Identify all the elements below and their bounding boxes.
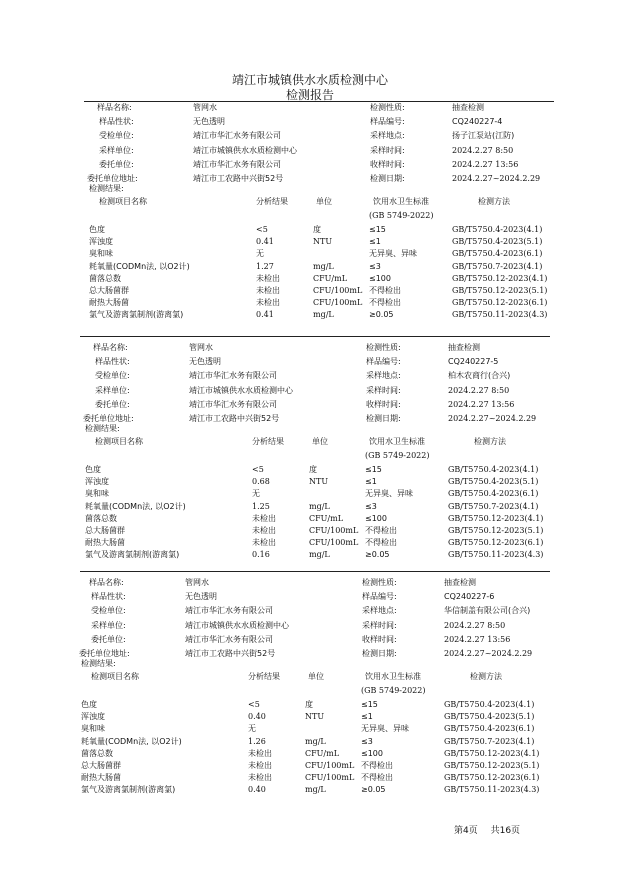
info-value: CQ240227-6 <box>444 592 495 602</box>
row-result: 未检出 <box>252 526 276 535</box>
column-header: 单位 <box>316 197 332 206</box>
row-item: 耐热大肠菌 <box>89 298 129 308</box>
column-header: 分析结果 <box>252 437 284 446</box>
row-result: 无 <box>252 489 260 499</box>
row-result: <5 <box>248 700 260 709</box>
row-result: 0.40 <box>248 712 266 722</box>
row-result: 未检出 <box>248 748 272 758</box>
info-label: 检测日期: <box>370 174 405 183</box>
row-standard: ≤15 <box>365 465 382 474</box>
info-value: 2024.2.27~2024.2.29 <box>452 174 541 183</box>
info-label: 委托单位地址: <box>83 414 134 423</box>
row-method: GB/T5750.11-2023(4.3) <box>452 310 548 320</box>
row-standard: ≤1 <box>361 712 373 722</box>
row-result: <5 <box>252 465 264 474</box>
info-value: CQ240227-5 <box>448 357 499 367</box>
row-item: 色度 <box>81 700 97 709</box>
info-value: 2024.2.27 13:56 <box>448 399 515 409</box>
column-header: 检测项目名称 <box>99 197 147 206</box>
info-label: 检测性质: <box>362 578 397 587</box>
row-item: 耐热大肠菌 <box>85 538 125 548</box>
row-item: 总大肠菌群 <box>89 286 129 295</box>
column-header: 检测方法 <box>474 437 506 446</box>
row-item: 耗氧量(CODMn法, 以O2计) <box>89 261 190 271</box>
row-unit: CFU/100mL <box>305 761 355 770</box>
info-label: 受检单位: <box>91 606 126 616</box>
column-header: 检测方法 <box>478 197 510 206</box>
info-label: 采样地点: <box>362 606 397 616</box>
row-standard: ≤100 <box>369 273 391 283</box>
info-value: 靖江市工农路中兴街52号 <box>185 649 276 658</box>
info-value: 扬子江泵站(江防) <box>452 131 515 141</box>
row-item: 氯气及游离氯制剂(游离氯) <box>85 550 180 560</box>
info-label: 样品名称: <box>93 343 128 352</box>
info-label: 样品名称: <box>89 578 124 587</box>
row-unit: 度 <box>313 225 321 234</box>
info-label: 采样时间: <box>366 385 401 395</box>
row-unit: mg/L <box>305 785 326 795</box>
row-method: GB/T5750.12-2023(6.1) <box>444 773 540 783</box>
row-item: 浑浊度 <box>85 477 109 487</box>
info-value: 靖江市华汇水务有限公司 <box>185 606 273 616</box>
row-item: 总大肠菌群 <box>85 526 125 535</box>
row-unit: mg/L <box>313 310 334 320</box>
info-label: 采样地点: <box>366 371 401 381</box>
row-standard: 无异臭、异味 <box>365 489 413 499</box>
results-label: 检测结果: <box>89 184 124 193</box>
row-item: 臭和味 <box>81 724 105 734</box>
results-label: 检测结果: <box>85 424 120 433</box>
row-result: 未检出 <box>256 273 280 283</box>
column-header: 检测项目名称 <box>91 672 139 681</box>
info-label: 样品编号: <box>362 592 397 602</box>
info-value: 靖江市华汇水务有限公司 <box>193 131 281 141</box>
row-method: GB/T5750.7-2023(4.1) <box>444 736 535 746</box>
row-item: 耗氧量(CODMn法, 以O2计) <box>85 501 186 511</box>
info-value: 抽查检测 <box>452 103 484 112</box>
row-unit: CFU/mL <box>309 513 344 523</box>
row-result: 未检出 <box>256 298 280 308</box>
info-value: 2024.2.27 13:56 <box>452 159 519 169</box>
info-label: 采样地点: <box>370 131 405 141</box>
info-value: 靖江市城镇供水水质检测中心 <box>185 620 289 630</box>
row-standard: ≤1 <box>369 237 381 247</box>
info-value: 2024.2.27~2024.2.29 <box>448 414 537 423</box>
row-result: <5 <box>256 225 268 234</box>
row-unit: 度 <box>309 465 317 474</box>
column-header: 检测方法 <box>470 672 502 681</box>
report-title: 检测报告 <box>285 88 334 102</box>
column-header: 饮用水卫生标准 <box>369 437 425 446</box>
row-standard: ≤3 <box>365 501 377 511</box>
info-label: 采样单位: <box>99 145 134 155</box>
info-label: 样品名称: <box>97 103 132 112</box>
row-result: 无 <box>256 249 264 259</box>
row-method: GB/T5750.4-2023(5.1) <box>448 477 539 487</box>
info-value: 靖江市华汇水务有限公司 <box>189 371 277 381</box>
row-result: 0.68 <box>252 477 270 487</box>
row-item: 浑浊度 <box>89 237 113 247</box>
row-item: 菌落总数 <box>89 273 121 283</box>
block-separator <box>80 336 550 337</box>
page-footer <box>454 823 530 836</box>
row-unit: NTU <box>305 712 325 722</box>
row-unit: 度 <box>305 700 313 709</box>
row-result: 0.40 <box>248 785 266 795</box>
header-rule <box>84 101 554 102</box>
row-result: 未检出 <box>252 538 276 548</box>
block-separator <box>80 571 550 572</box>
row-method: GB/T5750.7-2023(4.1) <box>452 261 543 271</box>
info-label: 样品编号: <box>370 117 405 127</box>
info-label: 检测性质: <box>366 343 401 352</box>
row-unit: CFU/100mL <box>313 286 363 295</box>
row-method: GB/T5750.12-2023(6.1) <box>452 298 548 308</box>
row-standard: ≥0.05 <box>361 785 386 795</box>
column-header: (GB 5749-2022) <box>361 686 426 695</box>
info-value: 靖江市华汇水务有限公司 <box>193 159 281 169</box>
info-label: 采样单位: <box>91 620 126 630</box>
row-unit: CFU/mL <box>313 273 348 283</box>
info-value: 无色透明 <box>193 117 225 127</box>
row-method: GB/T5750.11-2023(4.3) <box>448 550 544 560</box>
info-value: 靖江市工农路中兴街52号 <box>189 414 280 423</box>
row-method: GB/T5750.12-2023(5.1) <box>448 526 544 535</box>
info-label: 委托单位地址: <box>79 649 130 658</box>
row-item: 耗氧量(CODMn法, 以O2计) <box>81 736 182 746</box>
row-method: GB/T5750.4-2023(5.1) <box>444 712 535 722</box>
row-item: 臭和味 <box>89 249 113 259</box>
info-label: 受检单位: <box>99 131 134 141</box>
row-standard: ≤1 <box>365 477 377 487</box>
row-method: GB/T5750.12-2023(5.1) <box>452 286 548 295</box>
row-standard: 不得检出 <box>369 298 401 308</box>
info-value: 柏木农商行(合兴) <box>448 371 511 381</box>
row-unit: mg/L <box>305 736 326 746</box>
row-result: 0.41 <box>256 310 274 320</box>
column-header: 检测项目名称 <box>95 437 143 446</box>
row-standard: ≥0.05 <box>369 310 394 320</box>
row-standard: 不得检出 <box>365 526 397 535</box>
row-method: GB/T5750.7-2023(4.1) <box>448 501 539 511</box>
info-label: 样品编号: <box>366 357 401 367</box>
row-result: 1.25 <box>252 501 270 511</box>
row-result: 无 <box>248 724 256 734</box>
info-value: 靖江市工农路中兴街52号 <box>193 174 284 183</box>
info-value: 无色透明 <box>185 592 217 602</box>
row-unit: CFU/100mL <box>313 298 363 308</box>
info-value: 靖江市城镇供水水质检测中心 <box>193 145 297 155</box>
column-header: 饮用水卫生标准 <box>373 197 429 206</box>
row-method: GB/T5750.11-2023(4.3) <box>444 785 540 795</box>
info-label: 样品性状: <box>99 117 134 127</box>
row-standard: 不得检出 <box>365 538 397 548</box>
info-value: 无色透明 <box>189 357 221 367</box>
info-value: 靖江市华汇水务有限公司 <box>189 399 277 409</box>
row-result: 未检出 <box>252 513 276 523</box>
row-standard: 不得检出 <box>361 761 393 770</box>
row-item: 总大肠菌群 <box>81 761 121 770</box>
row-standard: 不得检出 <box>369 286 401 295</box>
row-result: 1.27 <box>256 261 274 271</box>
row-method: GB/T5750.12-2023(4.1) <box>448 513 544 523</box>
info-label: 采样单位: <box>95 385 130 395</box>
row-item: 氯气及游离氯制剂(游离氯) <box>89 310 184 320</box>
info-label: 收样时间: <box>362 634 397 644</box>
row-method: GB/T5750.4-2023(6.1) <box>444 724 535 734</box>
row-unit: CFU/100mL <box>309 538 359 548</box>
row-unit: NTU <box>309 477 329 487</box>
row-unit: mg/L <box>313 261 334 271</box>
info-label: 委托单位: <box>91 634 126 644</box>
row-result: 1.26 <box>248 736 266 746</box>
column-header: (GB 5749-2022) <box>369 211 434 220</box>
row-method: GB/T5750.4-2023(4.1) <box>452 225 543 234</box>
row-method: GB/T5750.4-2023(4.1) <box>444 700 535 709</box>
row-item: 菌落总数 <box>81 748 113 758</box>
info-value: 抽查检测 <box>448 343 480 352</box>
info-label: 委托单位: <box>95 399 130 409</box>
column-header: (GB 5749-2022) <box>365 451 430 460</box>
column-header: 饮用水卫生标准 <box>365 672 421 681</box>
row-standard: ≤100 <box>365 513 387 523</box>
column-header: 分析结果 <box>256 197 288 206</box>
row-standard: ≤3 <box>369 261 381 271</box>
info-label: 收样时间: <box>366 399 401 409</box>
row-standard: 不得检出 <box>361 773 393 783</box>
row-result: 0.41 <box>256 237 274 247</box>
row-method: GB/T5750.12-2023(6.1) <box>448 538 544 548</box>
info-label: 检测日期: <box>362 649 397 658</box>
row-item: 菌落总数 <box>85 513 117 523</box>
info-value: 2024.2.27~2024.2.29 <box>444 649 533 658</box>
info-value: 靖江市城镇供水水质检测中心 <box>189 385 293 395</box>
column-header: 单位 <box>312 437 328 446</box>
column-header: 分析结果 <box>248 672 280 681</box>
info-value: CQ240227-4 <box>452 117 503 127</box>
page-total: 共16页 <box>490 826 521 836</box>
row-method: GB/T5750.4-2023(5.1) <box>452 237 543 247</box>
row-standard: 无异臭、异味 <box>361 724 409 734</box>
info-value: 2024.2.27 8:50 <box>452 145 514 155</box>
page-number: 第4页 <box>454 826 478 836</box>
row-unit: CFU/100mL <box>305 773 355 783</box>
row-result: 未检出 <box>256 286 280 295</box>
row-standard: ≤100 <box>361 748 383 758</box>
row-unit: CFU/mL <box>305 748 340 758</box>
row-unit: CFU/100mL <box>309 526 359 535</box>
info-label: 采样时间: <box>370 145 405 155</box>
info-value: 2024.2.27 8:50 <box>444 620 506 630</box>
row-method: GB/T5750.4-2023(4.1) <box>448 465 539 474</box>
info-label: 检测日期: <box>366 414 401 423</box>
row-method: GB/T5750.12-2023(4.1) <box>452 273 548 283</box>
info-value: 华信制盖有限公司(合兴) <box>444 606 531 616</box>
row-standard: ≥0.05 <box>365 550 390 560</box>
org-title: 靖江市城镇供水水质检测中心 <box>231 73 388 87</box>
row-item: 色度 <box>89 225 105 234</box>
info-value: 靖江市华汇水务有限公司 <box>185 634 273 644</box>
row-item: 臭和味 <box>85 489 109 499</box>
row-method: GB/T5750.4-2023(6.1) <box>452 249 543 259</box>
row-item: 耐热大肠菌 <box>81 773 121 783</box>
row-standard: ≤15 <box>369 225 386 234</box>
results-label: 检测结果: <box>81 659 116 668</box>
row-item: 氯气及游离氯制剂(游离氯) <box>81 785 176 795</box>
info-label: 检测性质: <box>370 103 405 112</box>
info-label: 样品性状: <box>95 357 130 367</box>
info-value: 2024.2.27 8:50 <box>448 385 510 395</box>
info-label: 采样时间: <box>362 620 397 630</box>
row-method: GB/T5750.12-2023(5.1) <box>444 761 540 770</box>
info-label: 委托单位: <box>99 159 134 169</box>
row-standard: 无异臭、异味 <box>369 249 417 259</box>
row-standard: ≤3 <box>361 736 373 746</box>
row-result: 未检出 <box>248 773 272 783</box>
row-unit: mg/L <box>309 550 330 560</box>
info-value: 抽查检测 <box>444 578 476 587</box>
info-value: 管网水 <box>185 578 209 587</box>
info-value: 管网水 <box>193 103 217 112</box>
row-standard: ≤15 <box>361 700 378 709</box>
row-result: 未检出 <box>248 761 272 770</box>
column-header: 单位 <box>308 672 324 681</box>
row-item: 浑浊度 <box>81 712 105 722</box>
row-method: GB/T5750.4-2023(6.1) <box>448 489 539 499</box>
info-label: 收样时间: <box>370 159 405 169</box>
info-value: 管网水 <box>189 343 213 352</box>
row-unit: mg/L <box>309 501 330 511</box>
row-unit: NTU <box>313 237 333 247</box>
row-item: 色度 <box>85 465 101 474</box>
info-label: 样品性状: <box>91 592 126 602</box>
row-result: 0.16 <box>252 550 270 560</box>
info-label: 受检单位: <box>95 371 130 381</box>
info-label: 委托单位地址: <box>87 174 138 183</box>
info-value: 2024.2.27 13:56 <box>444 634 511 644</box>
row-method: GB/T5750.12-2023(4.1) <box>444 748 540 758</box>
